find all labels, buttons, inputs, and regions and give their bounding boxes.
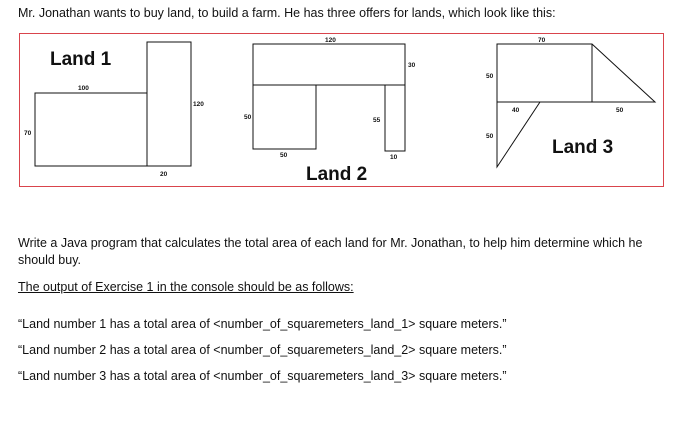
output-line-1: “Land number 1 has a total area of <number_of_squaremeters_land_1> square meters.” xyxy=(18,317,507,331)
land-2-dim-bottom-left: 50 xyxy=(280,152,288,159)
land-2-dim-right-top: 30 xyxy=(408,62,416,69)
land-2-dim-top: 120 xyxy=(325,37,336,44)
land-3-dim-left-bottom: 50 xyxy=(486,133,494,140)
land-3-dim-mid-left: 40 xyxy=(512,107,520,114)
land-3-label: Land 3 xyxy=(552,137,614,158)
question-text: Write a Java program that calculates the total area of each land for Mr. Jonathan, to help him determine which he should buy. xyxy=(18,236,643,267)
intro-text: Mr. Jonathan wants to buy land, to build a farm. He has three offers for lands, which look like this: xyxy=(18,6,556,20)
land-1-dim-bottom: 20 xyxy=(160,171,168,178)
land-3-dim-left-top: 50 xyxy=(486,73,494,80)
land-1-dim-top: 100 xyxy=(78,85,89,92)
land-2-dim-left: 50 xyxy=(244,114,252,121)
land-2-shape xyxy=(253,44,405,151)
lands-figure xyxy=(19,33,664,187)
land-1-label: Land 1 xyxy=(50,49,112,70)
output-line-3: “Land number 3 has a total area of <number_of_squaremeters_land_3> square meters.” xyxy=(18,369,507,383)
land-3-dim-top: 70 xyxy=(538,37,546,44)
land-2-dim-bottom-right: 10 xyxy=(390,154,398,161)
lands-diagram xyxy=(20,34,665,188)
land-3-dim-mid-right: 50 xyxy=(616,107,624,114)
land-2-dim-right-leg: 55 xyxy=(373,117,381,124)
output-heading: The output of Exercise 1 in the console should be as follows: xyxy=(18,280,354,294)
land-2-label: Land 2 xyxy=(306,164,368,185)
output-line-2: “Land number 2 has a total area of <number_of_squaremeters_land_2> square meters.” xyxy=(18,343,507,357)
land-1-dim-right: 120 xyxy=(193,101,204,108)
land-1-dim-left: 70 xyxy=(24,130,32,137)
